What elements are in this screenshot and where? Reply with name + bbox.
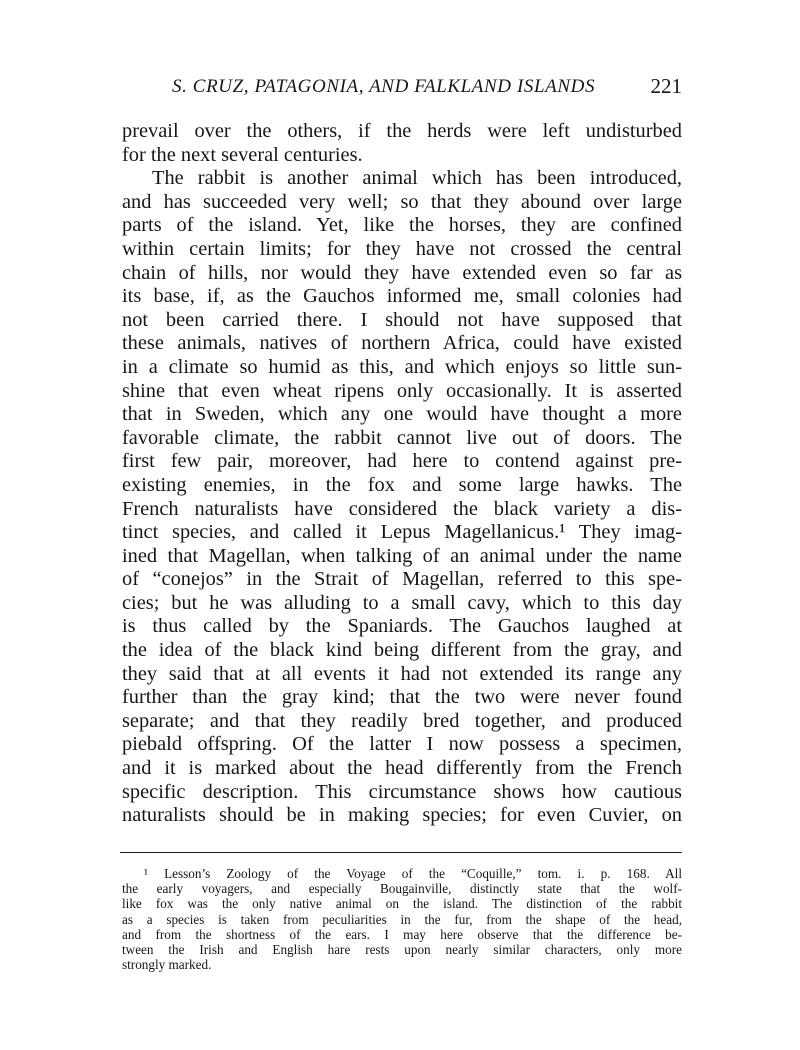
body-line: within certain limits; for they have not crossed the central	[122, 237, 682, 260]
body-line: the idea of the black kind being different from the gray, and	[122, 639, 682, 662]
running-head: S. CRUZ, PATAGONIA, AND FALKLAND ISLANDS	[172, 76, 596, 97]
body-line: for the next several centuries.	[122, 143, 363, 166]
body-line: chain of hills, nor would they have extended even so far as	[122, 261, 682, 284]
body-line: they said that at all events it had not extended its range any	[122, 662, 682, 685]
body-line: ined that Magellan, when talking of an animal under the name	[122, 544, 682, 567]
body-line: is thus called by the Spaniards. The Gauchos laughed at	[122, 615, 682, 638]
body-line: and it is marked about the head differently from the French	[122, 757, 682, 780]
footnote-line: as a species is taken from peculiarities in the fur, from the shape of the head,	[122, 911, 682, 927]
body-line: further than the gray kind; that the two were never found	[122, 686, 682, 709]
body-line: naturalists should be in making species; for even Cuvier, on	[122, 804, 682, 827]
footnote-divider	[120, 852, 682, 853]
body-line: and has succeeded very well; so that they abound over large	[122, 190, 682, 213]
body-line: parts of the island. Yet, like the horses, they are confined	[122, 214, 682, 237]
body-line: these animals, natives of northern Africa, could have existed	[122, 332, 682, 355]
page-header	[120, 76, 682, 106]
footnote-line: the early voyagers, and especially Bougainville, distinctly state that the wolf-	[122, 881, 682, 897]
footnote-line: and from the shortness of the ears. I may here observe that the difference be-	[122, 926, 682, 942]
body-line: not been carried there. I should not have supposed that	[122, 308, 682, 331]
body-line: tinct species, and called it Lepus Magellanicus.¹ They imag-	[122, 521, 682, 544]
body-line: prevail over the others, if the herds were left undisturbed	[122, 120, 682, 142]
body-line: specific description. This circumstance shows how cautious	[122, 780, 682, 803]
body-line: of “conejos” in the Strait of Magellan, referred to this spe-	[122, 568, 682, 591]
body-line: first few pair, moreover, had here to contend against pre-	[122, 450, 682, 473]
body-line: piebald offspring. Of the latter I now possess a specimen,	[122, 733, 682, 756]
footnote-line: like fox was the only native animal on the island. The distinction of the rabbit	[122, 896, 682, 912]
body-line: The rabbit is another animal which has been introduced,	[152, 167, 682, 190]
body-line: shine that even wheat ripens only occasionally. It is asserted	[122, 379, 682, 402]
body-line: French naturalists have considered the black variety a dis-	[122, 497, 682, 520]
body-line: cies; but he was alluding to a small cavy, which to this day	[122, 591, 682, 614]
body-text	[122, 120, 682, 828]
footnote-line: tween the Irish and English hare rests upon nearly similar characters, only more	[122, 941, 682, 957]
body-line: in a climate so humid as this, and which enjoys so little sun-	[122, 355, 682, 378]
footnotes	[122, 866, 682, 972]
body-line: existing enemies, in the fox and some large hawks. The	[122, 473, 682, 496]
footnote-line: ¹ Lesson’s Zoology of the Voyage of the “Coquille,” tom. i. p. 168. All	[144, 866, 682, 881]
body-line: that in Sweden, which any one would have thought a more	[122, 403, 682, 426]
body-line: its base, if, as the Gauchos informed me, small colonies had	[122, 285, 682, 308]
footnote-line: strongly marked.	[122, 957, 212, 973]
page-number: 221	[650, 74, 682, 98]
body-line: separate; and that they readily bred together, and produced	[122, 709, 682, 732]
body-line: favorable climate, the rabbit cannot live out of doors. The	[122, 426, 682, 449]
